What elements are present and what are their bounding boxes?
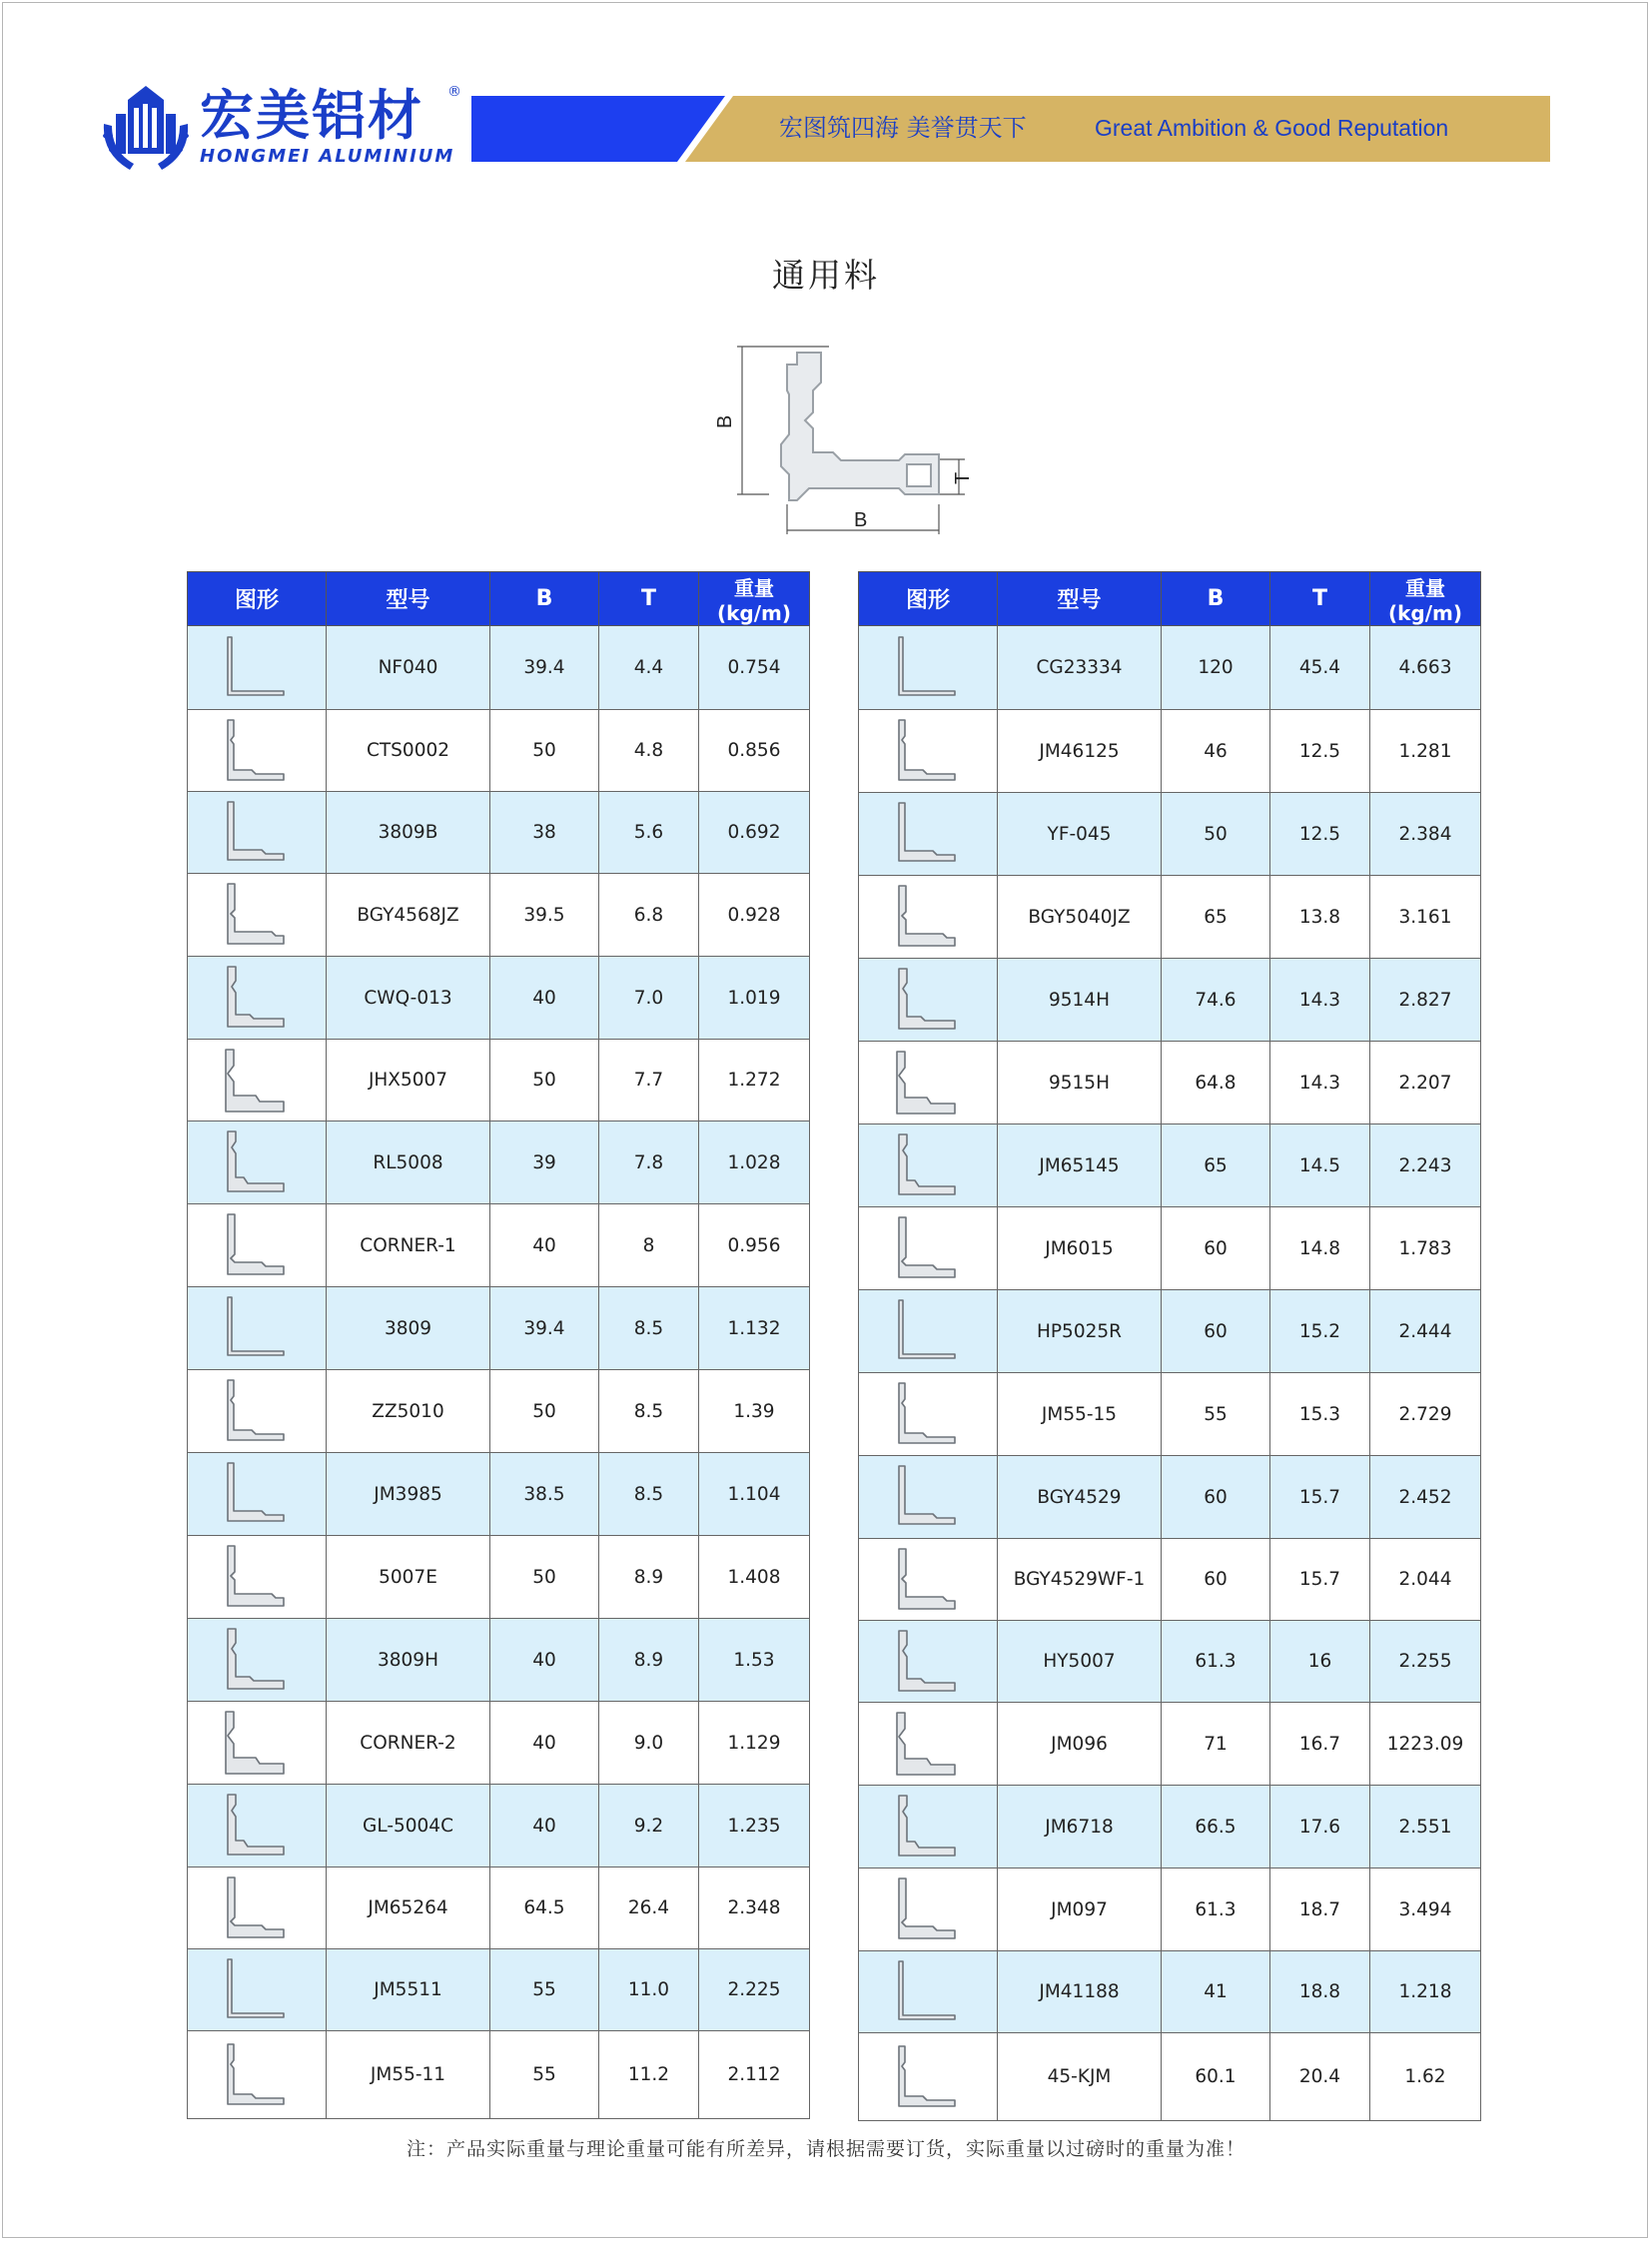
b-cell: 50	[490, 710, 599, 792]
model-cell: JM5511	[327, 1949, 490, 2031]
left-profile-shape-icon	[222, 798, 292, 868]
profile-shape-cell	[859, 1124, 998, 1207]
table-row	[188, 1949, 810, 2031]
b-cell: 66.5	[1162, 1786, 1270, 1868]
b-cell: 55	[490, 2031, 599, 2119]
registered-mark: ®	[447, 84, 461, 100]
model-cell: 5007E	[327, 1536, 490, 1619]
b-cell: 65	[1162, 876, 1270, 959]
weight-cell: 1.235	[699, 1785, 810, 1868]
dim-label-b-horizontal: B	[854, 509, 868, 531]
profile-shape-cell	[188, 1040, 327, 1121]
b-cell: 64.8	[1162, 1042, 1270, 1124]
t-cell: 8.5	[599, 1287, 699, 1370]
right-profile-shape-icon	[893, 1213, 963, 1283]
t-cell: 15.7	[1270, 1456, 1370, 1539]
right-profile-shape-icon	[893, 965, 963, 1035]
left-profile-shape-icon	[222, 1127, 292, 1197]
profile-shape-cell	[188, 1619, 327, 1702]
model-cell: ZZ5010	[327, 1370, 490, 1453]
t-cell: 20.4	[1270, 2033, 1370, 2121]
profile-shape-cell	[859, 1951, 998, 2033]
weight-cell: 1.132	[699, 1287, 810, 1370]
model-cell: JM65145	[998, 1124, 1162, 1207]
model-cell: JM6718	[998, 1786, 1162, 1868]
table-row	[859, 1951, 1481, 2033]
right-profile-table	[858, 571, 1481, 2121]
header-band-blue	[471, 96, 725, 162]
b-cell: 50	[490, 1370, 599, 1453]
weight-cell: 2.551	[1370, 1786, 1481, 1868]
weight-cell: 1.129	[699, 1702, 810, 1785]
table-row	[859, 959, 1481, 1042]
profile-shape-cell	[188, 2031, 327, 2119]
right-profile-shape-icon	[893, 1048, 963, 1118]
table-header-row	[859, 572, 1481, 626]
header-weight: 重量(kg/m)	[1370, 572, 1481, 626]
model-cell: JM096	[998, 1703, 1162, 1786]
b-cell: 61.3	[1162, 1621, 1270, 1703]
model-cell: GL-5004C	[327, 1785, 490, 1868]
model-cell: 3809B	[327, 792, 490, 874]
table-row	[188, 792, 810, 874]
profile-shape-cell	[188, 1702, 327, 1785]
b-cell: 40	[490, 1204, 599, 1287]
t-cell: 7.7	[599, 1040, 699, 1121]
t-cell: 11.2	[599, 2031, 699, 2119]
profile-shape-cell	[188, 1453, 327, 1536]
model-cell: BGY4529	[998, 1456, 1162, 1539]
weight-cell: 1.53	[699, 1619, 810, 1702]
t-cell: 8	[599, 1204, 699, 1287]
t-cell: 11.0	[599, 1949, 699, 2031]
b-cell: 40	[490, 1619, 599, 1702]
t-cell: 8.9	[599, 1536, 699, 1619]
model-cell: BGY4529WF-1	[998, 1539, 1162, 1621]
table-row	[188, 1536, 810, 1619]
header-shape: 图形	[188, 572, 327, 626]
table-row	[188, 1702, 810, 1785]
t-cell: 7.8	[599, 1121, 699, 1204]
slogan-cn: 宏图筑四海 美誉贯天下	[779, 114, 1027, 142]
table-row	[188, 1040, 810, 1121]
b-cell: 40	[490, 1785, 599, 1868]
left-profile-shape-icon	[222, 1955, 292, 2025]
b-cell: 60	[1162, 1207, 1270, 1290]
table-header-row	[188, 572, 810, 626]
t-cell: 14.5	[1270, 1124, 1370, 1207]
model-cell: CWQ-013	[327, 957, 490, 1040]
building-emblem-icon	[100, 84, 192, 172]
table-row	[859, 1207, 1481, 1290]
weight-cell: 2.452	[1370, 1456, 1481, 1539]
weight-cell: 2.044	[1370, 1539, 1481, 1621]
weight-cell: 3.161	[1370, 876, 1481, 959]
profile-shape-cell	[859, 1786, 998, 1868]
brand-name-cn: 宏美铝材	[200, 84, 423, 147]
t-cell: 14.3	[1270, 1042, 1370, 1124]
weight-cell: 2.384	[1370, 793, 1481, 876]
left-profile-shape-icon	[222, 633, 292, 703]
t-cell: 6.8	[599, 874, 699, 957]
header-weight: 重量(kg/m)	[699, 572, 810, 626]
weight-cell: 1.218	[1370, 1951, 1481, 2033]
table-row	[188, 1204, 810, 1287]
t-cell: 5.6	[599, 792, 699, 874]
b-cell: 39.4	[490, 1287, 599, 1370]
brand-name-en: HONGMEI ALUMINIUM	[200, 146, 455, 167]
t-cell: 26.4	[599, 1868, 699, 1949]
right-profile-shape-icon	[893, 633, 963, 703]
profile-shape-cell	[859, 1207, 998, 1290]
left-profile-shape-icon	[222, 1046, 292, 1116]
model-cell: JM46125	[998, 710, 1162, 793]
profile-shape-cell	[859, 710, 998, 793]
left-profile-shape-icon	[222, 2040, 292, 2110]
table-row	[859, 1539, 1481, 1621]
table-row	[188, 1287, 810, 1370]
right-profile-shape-icon	[893, 1130, 963, 1200]
table-row	[188, 957, 810, 1040]
page-title: 通用料	[772, 256, 880, 295]
right-profile-shape-icon	[893, 799, 963, 869]
table-row	[859, 876, 1481, 959]
weight-cell: 2.112	[699, 2031, 810, 2119]
header-model: 型号	[998, 572, 1162, 626]
header-b: B	[1162, 572, 1270, 626]
weight-cell: 0.928	[699, 874, 810, 957]
left-profile-shape-icon	[222, 1376, 292, 1446]
profile-shape-cell	[188, 792, 327, 874]
table-row	[859, 1042, 1481, 1124]
t-cell: 14.8	[1270, 1207, 1370, 1290]
profile-shape-cell	[859, 1621, 998, 1703]
t-cell: 18.7	[1270, 1868, 1370, 1951]
right-profile-shape-icon	[893, 716, 963, 786]
profile-shape-cell	[188, 1287, 327, 1370]
right-profile-shape-icon	[893, 1462, 963, 1532]
profile-shape-cell	[859, 626, 998, 710]
b-cell: 46	[1162, 710, 1270, 793]
table-row	[188, 626, 810, 710]
b-cell: 50	[1162, 793, 1270, 876]
left-profile-table	[187, 571, 810, 2119]
weight-cell: 1.028	[699, 1121, 810, 1204]
table-row	[859, 626, 1481, 710]
table-row	[859, 1290, 1481, 1373]
profile-shape-cell	[188, 1785, 327, 1868]
model-cell: BGY5040JZ	[998, 876, 1162, 959]
model-cell: JM41188	[998, 1951, 1162, 2033]
right-profile-shape-icon	[893, 1957, 963, 2027]
b-cell: 40	[490, 957, 599, 1040]
b-cell: 55	[490, 1949, 599, 2031]
profile-shape-cell	[188, 1949, 327, 2031]
b-cell: 39.4	[490, 626, 599, 710]
left-profile-shape-icon	[222, 1542, 292, 1612]
dimension-diagram	[709, 335, 974, 534]
model-cell: 9514H	[998, 959, 1162, 1042]
weight-cell: 0.754	[699, 626, 810, 710]
table-row	[859, 1621, 1481, 1703]
table-row	[859, 793, 1481, 876]
weight-cell: 1.019	[699, 957, 810, 1040]
table-row	[859, 2033, 1481, 2121]
right-profile-shape-icon	[893, 1709, 963, 1779]
b-cell: 74.6	[1162, 959, 1270, 1042]
model-cell: JM65264	[327, 1868, 490, 1949]
model-cell: BGY4568JZ	[327, 874, 490, 957]
profile-shape-cell	[859, 1290, 998, 1373]
b-cell: 60.1	[1162, 2033, 1270, 2121]
b-cell: 50	[490, 1040, 599, 1121]
model-cell: CTS0002	[327, 710, 490, 792]
b-cell: 61.3	[1162, 1868, 1270, 1951]
profile-shape-cell	[188, 1536, 327, 1619]
profile-shape-cell	[188, 1204, 327, 1287]
model-cell: JM6015	[998, 1207, 1162, 1290]
left-profile-shape-icon	[222, 1210, 292, 1280]
dim-label-b-vertical: B	[714, 414, 736, 428]
b-cell: 120	[1162, 626, 1270, 710]
table-row	[859, 1124, 1481, 1207]
table-row	[188, 1619, 810, 1702]
profile-shape-cell	[188, 626, 327, 710]
model-cell: CORNER-1	[327, 1204, 490, 1287]
t-cell: 15.7	[1270, 1539, 1370, 1621]
slogan-en: Great Ambition & Good Reputation	[1095, 115, 1449, 141]
profile-shape-cell	[188, 710, 327, 792]
weight-cell: 0.956	[699, 1204, 810, 1287]
b-cell: 50	[490, 1536, 599, 1619]
left-profile-shape-icon	[222, 1459, 292, 1529]
left-profile-shape-icon	[222, 1873, 292, 1943]
table-row	[859, 710, 1481, 793]
table-row	[188, 2031, 810, 2119]
table-row	[188, 710, 810, 792]
table-row	[859, 1373, 1481, 1456]
b-cell: 60	[1162, 1539, 1270, 1621]
profile-shape-cell	[188, 874, 327, 957]
weight-cell: 1223.09	[1370, 1703, 1481, 1786]
t-cell: 9.0	[599, 1702, 699, 1785]
weight-cell: 3.494	[1370, 1868, 1481, 1951]
left-profile-shape-icon	[222, 1625, 292, 1695]
b-cell: 38	[490, 792, 599, 874]
header-b: B	[490, 572, 599, 626]
weight-cell: 2.348	[699, 1868, 810, 1949]
b-cell: 60	[1162, 1456, 1270, 1539]
profile-shape-cell	[188, 1868, 327, 1949]
model-cell: HP5025R	[998, 1290, 1162, 1373]
header-shape: 图形	[859, 572, 998, 626]
left-profile-shape-icon	[222, 963, 292, 1033]
t-cell: 12.5	[1270, 793, 1370, 876]
weight-cell: 1.104	[699, 1453, 810, 1536]
b-cell: 65	[1162, 1124, 1270, 1207]
t-cell: 45.4	[1270, 626, 1370, 710]
profile-shape-cell	[188, 1370, 327, 1453]
weight-cell: 2.444	[1370, 1290, 1481, 1373]
profile-shape-cell	[188, 957, 327, 1040]
model-cell: JM097	[998, 1868, 1162, 1951]
right-profile-shape-icon	[893, 1792, 963, 1862]
t-cell: 15.3	[1270, 1373, 1370, 1456]
table-row	[859, 1868, 1481, 1951]
table-row	[859, 1786, 1481, 1868]
header-t: T	[1270, 572, 1370, 626]
table-row	[188, 1785, 810, 1868]
model-cell: JM55-15	[998, 1373, 1162, 1456]
b-cell: 60	[1162, 1290, 1270, 1373]
b-cell: 38.5	[490, 1453, 599, 1536]
weight-cell: 2.243	[1370, 1124, 1481, 1207]
profile-shape-cell	[859, 2033, 998, 2121]
weight-cell: 1.281	[1370, 710, 1481, 793]
t-cell: 14.3	[1270, 959, 1370, 1042]
t-cell: 4.4	[599, 626, 699, 710]
right-profile-shape-icon	[893, 1874, 963, 1944]
t-cell: 8.9	[599, 1619, 699, 1702]
model-cell: JM55-11	[327, 2031, 490, 2119]
profile-shape-cell	[859, 1373, 998, 1456]
left-profile-shape-icon	[222, 1293, 292, 1363]
header-t: T	[599, 572, 699, 626]
weight-cell: 2.225	[699, 1949, 810, 2031]
table-row	[188, 1868, 810, 1949]
b-cell: 39.5	[490, 874, 599, 957]
profile-shape-cell	[188, 1121, 327, 1204]
left-profile-shape-icon	[222, 1708, 292, 1778]
t-cell: 8.5	[599, 1370, 699, 1453]
model-cell: 3809	[327, 1287, 490, 1370]
b-cell: 64.5	[490, 1868, 599, 1949]
b-cell: 41	[1162, 1951, 1270, 2033]
weight-cell: 0.856	[699, 710, 810, 792]
profile-shape-cell	[859, 1703, 998, 1786]
weight-cell: 1.39	[699, 1370, 810, 1453]
table-row	[188, 1453, 810, 1536]
footer-note: 注：产品实际重量与理论重量可能有所差异，请根据需要订货，实际重量以过磅时的重量为准！	[406, 2138, 1245, 2160]
profile-shape-cell	[859, 876, 998, 959]
weight-cell: 2.255	[1370, 1621, 1481, 1703]
brand-logo	[100, 84, 479, 174]
table-row	[859, 1703, 1481, 1786]
model-cell: CG23334	[998, 626, 1162, 710]
t-cell: 9.2	[599, 1785, 699, 1868]
right-profile-shape-icon	[893, 1379, 963, 1449]
right-profile-shape-icon	[893, 1627, 963, 1697]
table-row	[188, 1370, 810, 1453]
weight-cell: 0.692	[699, 792, 810, 874]
weight-cell: 1.62	[1370, 2033, 1481, 2121]
weight-cell: 1.783	[1370, 1207, 1481, 1290]
t-cell: 4.8	[599, 710, 699, 792]
header-model: 型号	[327, 572, 490, 626]
profile-shape-cell	[859, 793, 998, 876]
t-cell: 7.0	[599, 957, 699, 1040]
weight-cell: 1.408	[699, 1536, 810, 1619]
t-cell: 15.2	[1270, 1290, 1370, 1373]
dim-label-t: T	[952, 471, 974, 484]
right-profile-shape-icon	[893, 1296, 963, 1366]
left-profile-shape-icon	[222, 1791, 292, 1861]
table-row	[859, 1456, 1481, 1539]
profile-shape-cell	[859, 1539, 998, 1621]
model-cell: CORNER-2	[327, 1702, 490, 1785]
profile-shape-cell	[859, 1042, 998, 1124]
weight-cell: 2.729	[1370, 1373, 1481, 1456]
table-row	[188, 1121, 810, 1204]
profile-shape-cell	[859, 1868, 998, 1951]
weight-cell: 2.207	[1370, 1042, 1481, 1124]
t-cell: 12.5	[1270, 710, 1370, 793]
t-cell: 8.5	[599, 1453, 699, 1536]
right-profile-shape-icon	[893, 2042, 963, 2112]
model-cell: JM3985	[327, 1453, 490, 1536]
model-cell: RL5008	[327, 1121, 490, 1204]
t-cell: 16.7	[1270, 1703, 1370, 1786]
t-cell: 13.8	[1270, 876, 1370, 959]
t-cell: 18.8	[1270, 1951, 1370, 2033]
profile-shape-cell	[859, 959, 998, 1042]
model-cell: 45-KJM	[998, 2033, 1162, 2121]
right-profile-shape-icon	[893, 882, 963, 952]
profile-shape-cell	[859, 1456, 998, 1539]
b-cell: 71	[1162, 1703, 1270, 1786]
model-cell: 3809H	[327, 1619, 490, 1702]
model-cell: NF040	[327, 626, 490, 710]
weight-cell: 1.272	[699, 1040, 810, 1121]
weight-cell: 2.827	[1370, 959, 1481, 1042]
b-cell: 40	[490, 1702, 599, 1785]
b-cell: 39	[490, 1121, 599, 1204]
left-profile-shape-icon	[222, 716, 292, 786]
t-cell: 17.6	[1270, 1786, 1370, 1868]
model-cell: JHX5007	[327, 1040, 490, 1121]
model-cell: YF-045	[998, 793, 1162, 876]
table-row	[188, 874, 810, 957]
weight-cell: 4.663	[1370, 626, 1481, 710]
t-cell: 16	[1270, 1621, 1370, 1703]
model-cell: 9515H	[998, 1042, 1162, 1124]
model-cell: HY5007	[998, 1621, 1162, 1703]
left-profile-shape-icon	[222, 880, 292, 950]
right-profile-shape-icon	[893, 1545, 963, 1615]
b-cell: 55	[1162, 1373, 1270, 1456]
